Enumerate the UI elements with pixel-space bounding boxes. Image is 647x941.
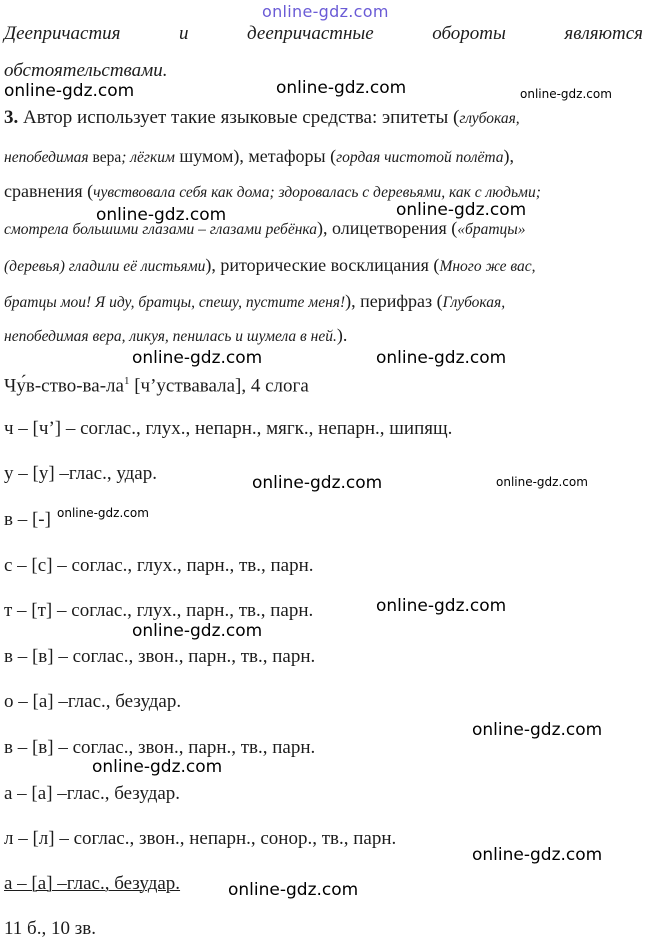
watermark: online-gdz.com xyxy=(520,87,612,101)
analysis-row-11: а – [а] –глас., безудар. xyxy=(4,873,181,894)
watermark: online-gdz.com xyxy=(92,757,223,777)
analysis-total: 11 б., 10 зв. xyxy=(4,918,96,939)
analysis-row-7: о – [а] –глас., безудар. xyxy=(4,691,182,712)
analysis-row-10: л – [л] – соглас., звон., непарн., сонор., тв., парн. xyxy=(4,828,397,849)
paragraph-3-line-7: непобедимая вера, ликуя, пенилась и шумела в ней.). xyxy=(4,325,348,345)
analysis-row-5: т – [т] – соглас., глух., парн., тв., парн. xyxy=(4,600,314,621)
watermark: online-gdz.com xyxy=(496,475,588,489)
paragraph-3-line-2: непобедимая вера; лёгким шумом), метафоры (гордая чистотой полёта), xyxy=(4,146,515,166)
watermark: online-gdz.com xyxy=(472,845,603,865)
watermark: online-gdz.com xyxy=(252,473,383,493)
paragraph-3-line-1: 3. Автор использует такие языковые средства: эпитеты (глубокая, xyxy=(4,107,520,128)
paragraph-3-line-6: братцы мои! Я иду, братцы, спешу, пустите меня!), перифраз (Глубокая, xyxy=(4,291,506,311)
watermark: online-gdz.com xyxy=(376,348,507,368)
paragraph-1-line-2: обстоятельствами. xyxy=(4,60,168,81)
analysis-row-6: в – [в] – соглас., звон., парн., тв., парн. xyxy=(4,646,316,667)
item-number: 3. xyxy=(4,107,19,128)
analysis-row-9: а – [а] –глас., безудар. xyxy=(4,783,181,804)
analysis-row-8: в – [в] – соглас., звон., парн., тв., парн. xyxy=(4,737,316,758)
watermark: online-gdz.com xyxy=(57,506,149,520)
analysis-row-1: ч – [ч’] – соглас., глух., непарн., мягк., непарн., шипящ. xyxy=(4,418,453,439)
watermark: online-gdz.com xyxy=(132,348,263,368)
analysis-row-4: с – [с] – соглас., глух., парн., тв., парн. xyxy=(4,555,314,576)
paragraph-1-line-1: Деепричастия и деепричастные обороты являются xyxy=(4,23,643,44)
watermark: online-gdz.com xyxy=(228,880,359,900)
analysis-row-2: у – [у] –глас., удар. xyxy=(4,463,157,484)
analysis-word: $Чу́в-ство-ва-ла^1$ [ч’уствавала], 4 слога xyxy=(4,375,309,397)
watermark: online-gdz.com xyxy=(96,205,227,225)
analysis-row-3: в – [-] xyxy=(4,509,51,530)
paragraph-3-line-5: (деревья) гладили её листьями), риторические восклицания (Много же вас, xyxy=(4,255,536,275)
paragraph-3-line-4: смотрела большими глазами – глазами ребёнка), олицетворения («братцы» xyxy=(4,218,526,238)
watermark: online-gdz.com xyxy=(132,621,263,641)
watermark: online-gdz.com xyxy=(396,200,527,220)
watermark: online-gdz.com xyxy=(276,78,407,98)
watermark: online-gdz.com xyxy=(4,81,135,101)
watermark: online-gdz.com xyxy=(376,596,507,616)
paragraph-3-line-3: сравнения (чувствовала себя как дома; здоровалась с деревьями, как с людьми; xyxy=(4,181,541,201)
watermark: online-gdz.com xyxy=(472,720,603,740)
watermark-top: online-gdz.com xyxy=(262,2,389,21)
